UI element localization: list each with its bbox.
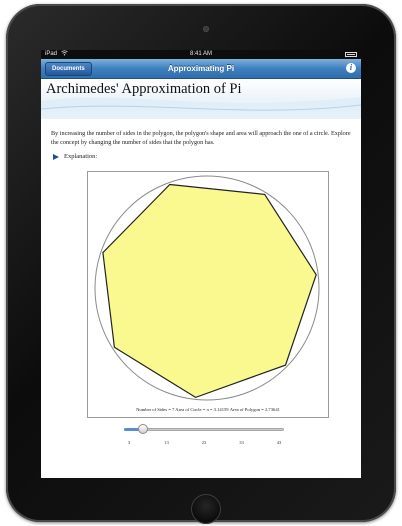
navigation-bar bbox=[41, 59, 361, 79]
sides-slider[interactable] bbox=[124, 424, 284, 434]
slider-thumb[interactable] bbox=[138, 424, 148, 434]
disclosure-triangle-icon bbox=[53, 154, 59, 160]
title-banner bbox=[41, 79, 361, 119]
tick-label: 23 bbox=[201, 440, 207, 445]
tick-label: 3 bbox=[127, 440, 131, 445]
slider-tick-labels bbox=[41, 440, 361, 448]
info-icon[interactable]: i bbox=[346, 63, 356, 73]
status-bar bbox=[41, 50, 361, 59]
measurement-readout: Number of Sides = 7 Area of Circle = π = 3.14159 Area of Polygon = 2.73641 bbox=[136, 407, 280, 412]
description-text: By increasing the number of sides in the polygon, the polygon's shape and area will approach the one of a circle. Explore the concept by changing the number of sides that the polygon has. bbox=[51, 130, 351, 146]
inscribed-polygon bbox=[103, 185, 316, 398]
tick-label: 13 bbox=[164, 440, 169, 445]
battery-icon bbox=[345, 52, 357, 57]
tick-label: 33 bbox=[239, 440, 244, 445]
documents-button[interactable]: Documents bbox=[45, 62, 92, 76]
polygon-diagram bbox=[88, 172, 328, 417]
polygon-figure bbox=[87, 171, 329, 418]
front-camera bbox=[203, 26, 209, 32]
clock: 8:41 AM bbox=[189, 51, 212, 57]
home-button[interactable] bbox=[191, 494, 221, 524]
explanation-toggle[interactable] bbox=[53, 153, 97, 160]
nav-title: Approximating Pi bbox=[167, 64, 235, 73]
carrier-label: iPad bbox=[45, 51, 58, 57]
explanation-label: Explanation: bbox=[64, 153, 98, 160]
tick-label: 43 bbox=[276, 440, 282, 445]
app-screen bbox=[41, 50, 361, 478]
page-title: Archimedes' Approximation of Pi bbox=[46, 81, 242, 97]
